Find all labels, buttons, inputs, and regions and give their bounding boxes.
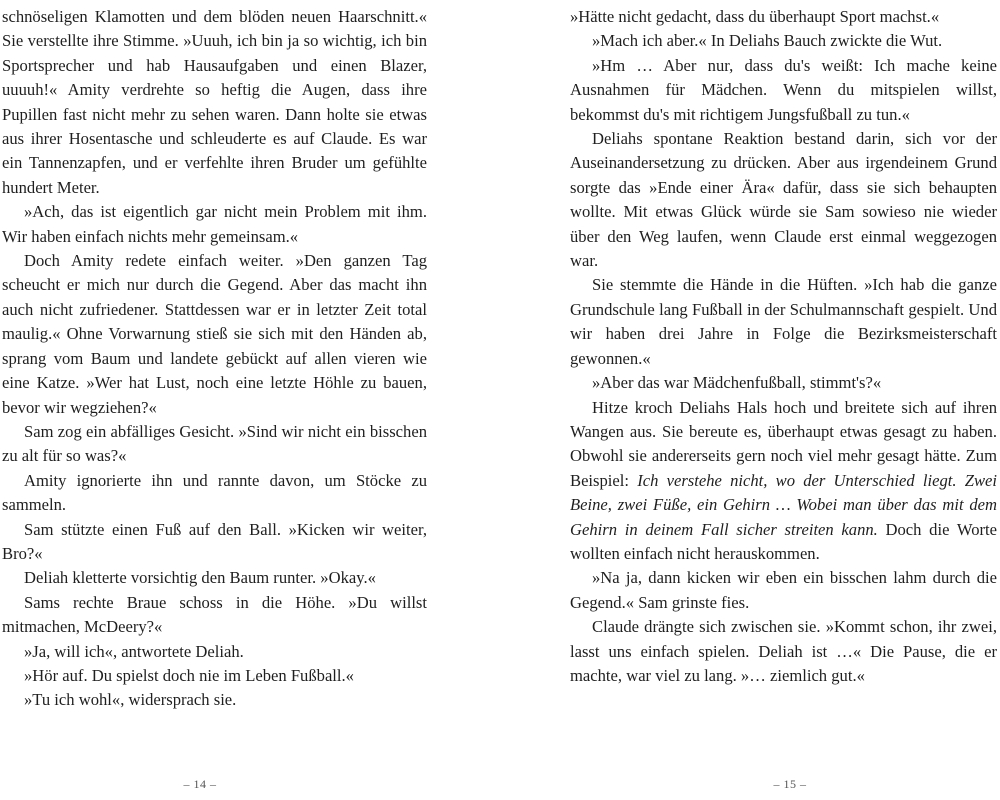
right-page-text	[570, 5, 997, 688]
paragraph: »Ja, will ich«, antwortete Deliah.	[24, 641, 244, 661]
paragraph-with-italic	[570, 396, 997, 567]
paragraph-start: Hitze kroch Deliahs Hals hoch und breitete sich auf ihren Wangen aus. Sie bereute es, überhaupt etwas gesagt zu haben. Obwohl sie andererseits gern noch viel mehr gesagt hätte. Zum Beispiel:	[570, 397, 997, 490]
paragraph-end: Doch die Worte wollten einfach nicht herauskommen.	[570, 519, 997, 563]
paragraph: Sam zog ein abfälliges Gesicht. »Sind wir nicht ein bisschen zu alt für so was?«	[2, 421, 427, 466]
paragraph: »Ach, das ist eigentlich gar nicht mein Problem mit ihm. Wir haben einfach nichts mehr gemeinsam.«	[2, 202, 427, 246]
paragraph: Claude drängte sich zwischen sie. »Kommt schon, ihr zwei, lasst uns einfach spielen. Deliah ist …« Die Pause, die er machte, war viel zu lang. »… ziemlich gut.«	[570, 617, 997, 685]
paragraph: »Hätte nicht gedacht, dass du überhaupt Sport machst.«	[570, 7, 940, 26]
paragraph: Amity ignorierte ihn und rannte davon, um Stöcke zu sammeln.	[2, 470, 427, 515]
paragraph: Sams rechte Braue schoss in die Höhe. »Du willst mitmachen, McDeery?«	[2, 592, 427, 637]
paragraph: »Hm … Aber nur, dass du's weißt: Ich mache keine Ausnahmen für Mädchen. Wenn du mitspielen willst, bekommst du's mit richtigem Jungsfußball zu tun.«	[570, 55, 997, 124]
left-page-text	[2, 5, 427, 713]
paragraph: »Hör auf. Du spielst doch nie im Leben Fußball.«	[24, 665, 354, 685]
paragraph: »Aber das war Mädchenfußball, stimmt's?«	[592, 373, 882, 393]
italic-thought: Ich verstehe nicht, wo der Unterschied liegt. Zwei Beine, zwei Füße, ein Gehirn … Wobei man über das mit dem Gehirn in deinem Fall sicher streiten kann.	[570, 470, 997, 539]
paragraph: Deliahs spontane Reaktion bestand darin, sich vor der Auseinandersetzung zu drücken. Aber aus irgendeinem Grund sorgte das »Ende einer Ära« dafür, dass sie sich behaupten wollte. Mit etwas Glück würde sie Sam sowieso nie wieder über den Weg laufen, wenn Claude erst einmal weggezogen war.	[570, 129, 997, 271]
page-number: – 14 –	[183, 777, 217, 791]
paragraph: Sie stemmte die Hände in die Hüften. »Ich hab die ganze Grundschule lang Fußball in der Schulmannschaft gespielt. Und wir haben drei Jahre in Folge die Bezirksmeisterschaft gewonnen.«	[570, 275, 997, 368]
paragraph: »Na ja, dann kicken wir eben ein bisschen lahm durch die Gegend.« Sam grinste fies.	[570, 568, 997, 612]
paragraph: »Tu ich wohl«, widersprach sie.	[24, 690, 237, 710]
paragraph: Sam stützte einen Fuß auf den Ball. »Kicken wir weiter, Bro?«	[2, 519, 427, 563]
paragraph: schnöseligen Klamotten und dem blöden neuen Haarschnitt.« Sie verstellte ihre Stimme. »Uuuh, ich bin ja so wichtig, ich bin Sportsprecher und hab Hausaufgaben und einen Blazer, uuuuh!« Amity verdrehte so heftig die Augen, dass ihre Pupillen fast nicht mehr zu sehen waren. Dann holte sie etwas aus ihrer Hosentasche und schleuderte es auf Claude. Es war ein Tannenzapfen, und er verfehlte ihren Bruder um gefühlte hundert Meter.	[2, 7, 427, 197]
paragraph: Doch Amity redete einfach weiter. »Den ganzen Tag scheucht er mich nur durch die Gegend. Aber das macht ihn auch nicht zufriedener. Stattdessen war er in letzter Zeit total maulig.« Ohne Vorwarnung stieß sie sich mit den Händen ab, sprang vom Baum und landete gebückt auf allen vieren wie eine Katze. »Wer hat Lust, noch eine letzte Höhle zu bauen, bevor wir wegziehen?«	[2, 251, 427, 417]
paragraph: »Mach ich aber.« In Deliahs Bauch zwickte die Wut.	[592, 31, 943, 51]
paragraph: Deliah kletterte vorsichtig den Baum runter. »Okay.«	[24, 568, 376, 588]
page-number: – 15 –	[773, 777, 807, 791]
